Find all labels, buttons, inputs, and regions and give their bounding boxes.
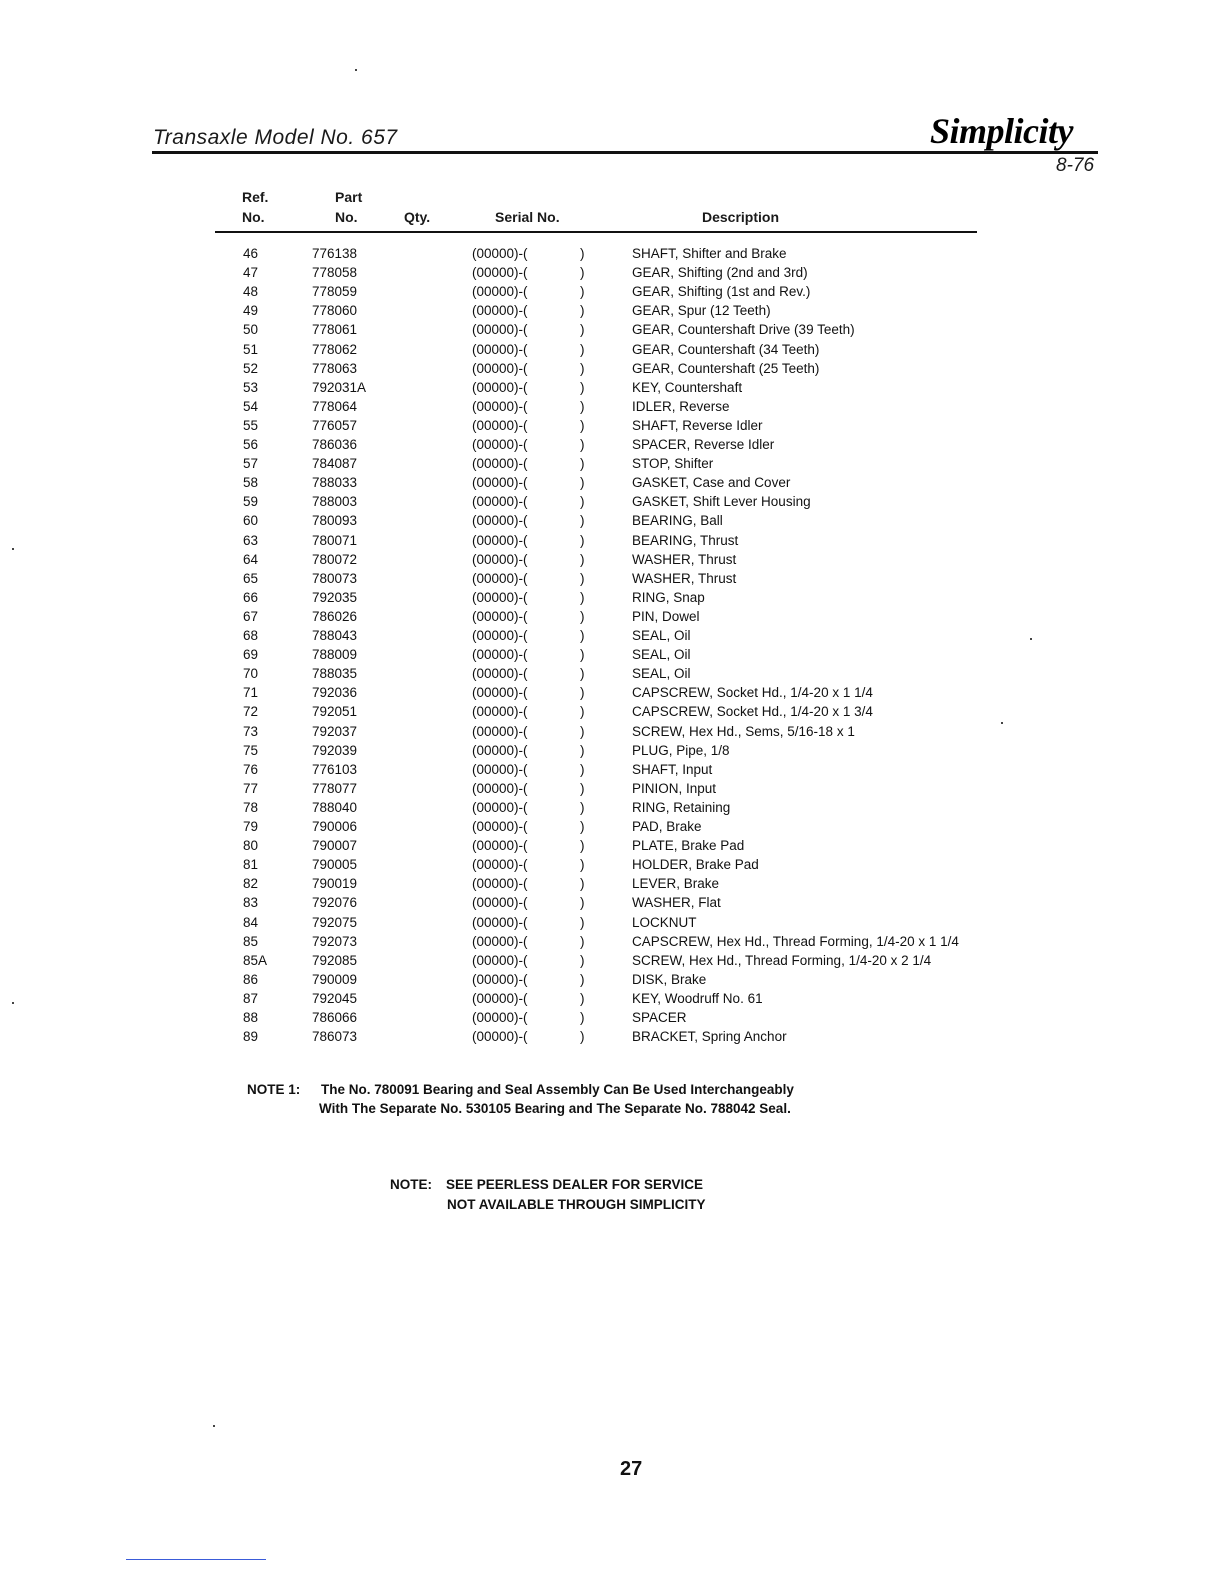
table-row [0,246,1224,265]
serial-number: (00000)-( [472,838,528,854]
table-row [0,1029,1224,1048]
table-row [0,915,1224,934]
ref-number: 88 [243,1010,259,1025]
serial-close: ) [580,761,585,777]
ref-number: 80 [243,838,259,854]
part-number: 778061 [312,322,358,338]
table-row [0,456,1224,475]
ref-number: 57 [243,456,259,472]
table-row [0,762,1224,781]
serial-close: ) [580,628,585,643]
serial-number: (00000)-( [472,551,528,567]
serial-close: ) [580,895,585,911]
ref-number: 68 [243,628,259,643]
serial-close: ) [580,914,585,930]
ref-number: 47 [243,265,259,281]
serial-number: (00000)-( [472,876,528,892]
ref-number: 46 [243,246,259,261]
table-row [0,647,1224,666]
table-row [0,724,1224,743]
serial-close: ) [580,494,585,510]
part-description: PAD, Brake [632,819,702,834]
serial-number: (00000)-( [472,456,528,472]
serial-close: ) [580,322,585,338]
serial-number: (00000)-( [472,742,528,758]
part-description: KEY, Countershaft [632,379,743,395]
serial-close: ) [580,838,585,854]
table-row [0,685,1224,704]
serial-number: (00000)-( [472,1010,528,1025]
part-description: GEAR, Countershaft Drive (39 Teeth) [632,322,855,338]
ref-number: 66 [243,589,259,605]
scan-speck [12,1002,14,1004]
table-row [0,953,1224,972]
part-description: LOCKNUT [632,914,697,930]
table-row [0,609,1224,628]
part-description: KEY, Woodruff No. 61 [632,990,763,1006]
ref-number: 48 [243,284,259,300]
serial-close: ) [580,475,585,491]
serial-number: (00000)-( [472,608,528,624]
scan-speck [1001,722,1003,724]
serial-close: ) [580,398,585,414]
serial-close: ) [580,456,585,472]
serial-number: (00000)-( [472,475,528,491]
part-description: GEAR, Countershaft (34 Teeth) [632,341,820,357]
part-number: 776103 [312,761,358,777]
serial-close: ) [580,704,585,720]
serial-close: ) [580,799,585,815]
table-row [0,533,1224,552]
col-ref-top: Ref. [242,189,269,205]
serial-number: (00000)-( [472,952,528,968]
part-description: BRACKET, Spring Anchor [632,1029,787,1045]
part-description: GEAR, Shifting (1st and Rev.) [632,284,811,300]
part-description: PLATE, Brake Pad [632,838,745,854]
part-description: HOLDER, Brake Pad [632,857,759,873]
ref-number: 78 [243,799,259,815]
part-description: BEARING, Ball [632,513,723,529]
part-number: 788040 [312,799,358,815]
ref-number: 56 [243,437,259,452]
part-number: 792045 [312,990,358,1006]
table-row [0,284,1224,303]
part-description: GEAR, Countershaft (25 Teeth) [632,360,820,376]
part-number: 776138 [312,246,358,261]
brand-logo: Simplicity [930,111,1073,151]
table-row [0,265,1224,284]
serial-number: (00000)-( [472,246,528,261]
ref-number: 77 [243,780,259,796]
part-number: 792073 [312,933,358,949]
serial-close: ) [580,971,585,987]
part-description: GEAR, Shifting (2nd and 3rd) [632,265,808,281]
table-row [0,743,1224,762]
part-number: 778063 [312,360,358,376]
serial-close: ) [580,551,585,567]
part-number: 780093 [312,513,358,529]
part-number: 792085 [312,952,358,968]
serial-number: (00000)-( [472,971,528,987]
ref-number: 79 [243,819,259,834]
part-number: 786026 [312,608,358,624]
col-part-top: Part [335,189,363,205]
ref-number: 67 [243,608,259,624]
part-description: PLUG, Pipe, 1/8 [632,742,730,758]
bottom-underline [126,1559,266,1560]
part-number: 790007 [312,838,358,854]
ref-number: 83 [243,895,259,911]
serial-number: (00000)-( [472,723,528,739]
serial-close: ) [580,303,585,319]
ref-number: 53 [243,379,259,395]
header-date: 8-76 [1056,155,1095,176]
serial-number: (00000)-( [472,570,528,586]
serial-close: ) [580,341,585,357]
col-description: Description [702,209,780,225]
serial-close: ) [580,857,585,873]
serial-close: ) [580,417,585,433]
ref-number: 89 [243,1029,259,1045]
serial-close: ) [580,360,585,376]
part-number: 792037 [312,723,358,739]
part-description: GASKET, Shift Lever Housing [632,494,811,510]
table-row [0,781,1224,800]
serial-number: (00000)-( [472,990,528,1006]
serial-number: (00000)-( [472,303,528,319]
part-number: 792075 [312,914,358,930]
serial-number: (00000)-( [472,265,528,281]
scan-speck [1030,638,1032,640]
ref-number: 69 [243,647,259,663]
table-row [0,552,1224,571]
scan-speck [12,548,14,550]
col-serial: Serial No. [495,209,560,225]
serial-number: (00000)-( [472,799,528,815]
part-number: 790019 [312,876,358,892]
serial-number: (00000)-( [472,819,528,834]
table-rule [215,231,977,233]
part-description: SEAL, Oil [632,628,691,643]
ref-number: 85A [243,952,268,968]
part-description: PIN, Dowel [632,608,700,624]
table-row [0,704,1224,723]
serial-close: ) [580,513,585,529]
serial-close: ) [580,379,585,395]
serial-number: (00000)-( [472,666,528,682]
part-description: WASHER, Flat [632,895,721,911]
header-rule [152,151,1098,154]
table-row [0,876,1224,895]
serial-number: (00000)-( [472,647,528,663]
ref-number: 82 [243,876,259,892]
page-number: 27 [620,1458,643,1480]
serial-number: (00000)-( [472,513,528,529]
part-description: SHAFT, Reverse Idler [632,417,763,433]
part-number: 792035 [312,589,358,605]
serial-close: ) [580,265,585,281]
serial-close: ) [580,437,585,452]
part-number: 792051 [312,704,358,720]
serial-number: (00000)-( [472,1029,528,1045]
serial-close: ) [580,1010,585,1025]
ref-number: 58 [243,475,259,491]
part-number: 790006 [312,819,358,834]
table-row [0,628,1224,647]
part-description: WASHER, Thrust [632,570,737,586]
serial-number: (00000)-( [472,398,528,414]
serial-number: (00000)-( [472,857,528,873]
part-number: 780071 [312,532,358,548]
ref-number: 70 [243,666,259,682]
part-description: SHAFT, Input [632,761,713,777]
table-row [0,475,1224,494]
part-number: 778062 [312,341,358,357]
service-note-line-2: NOT AVAILABLE THROUGH SIMPLICITY [447,1197,706,1212]
part-description: LEVER, Brake [632,876,720,892]
part-description: RING, Snap [632,589,705,605]
serial-close: ) [580,246,585,261]
table-row [0,895,1224,914]
table-row [0,838,1224,857]
part-description: WASHER, Thrust [632,551,737,567]
serial-number: (00000)-( [472,780,528,796]
table-row [0,972,1224,991]
col-ref-bottom: No. [242,209,265,225]
part-description: CAPSCREW, Socket Hd., 1/4-20 x 1 1/4 [632,685,873,701]
serial-close: ) [580,990,585,1006]
serial-close: ) [580,589,585,605]
part-number: 786036 [312,437,358,452]
col-qty: Qty. [404,209,431,225]
part-number: 786066 [312,1010,358,1025]
table-row [0,800,1224,819]
serial-number: (00000)-( [472,417,528,433]
part-number: 790009 [312,971,358,987]
part-number: 792031A [312,379,367,395]
table-row [0,571,1224,590]
part-description: SCREW, Hex Hd., Sems, 5/16-18 x 1 [632,723,855,739]
part-number: 780072 [312,551,358,567]
part-description: SHAFT, Shifter and Brake [632,246,787,261]
note-1-label: NOTE 1: [247,1082,301,1097]
table-row [0,361,1224,380]
serial-close: ) [580,666,585,682]
ref-number: 51 [243,341,259,357]
table-row [0,322,1224,341]
part-description: IDLER, Reverse [632,398,730,414]
ref-number: 60 [243,513,259,529]
part-number: 778077 [312,780,358,796]
note-1-line-1: The No. 780091 Bearing and Seal Assembly Can Be Used Interchangeably [321,1082,794,1097]
part-number: 778064 [312,398,358,414]
table-row [0,303,1224,322]
ref-number: 59 [243,494,259,510]
serial-number: (00000)-( [472,322,528,338]
part-number: 778058 [312,265,358,281]
part-number: 784087 [312,456,358,472]
part-number: 792039 [312,742,358,758]
part-number: 788003 [312,494,358,510]
serial-number: (00000)-( [472,628,528,643]
serial-close: ) [580,952,585,968]
ref-number: 54 [243,398,259,414]
table-row [0,666,1224,685]
serial-number: (00000)-( [472,379,528,395]
ref-number: 81 [243,857,259,873]
part-description: SPACER [632,1010,687,1025]
ref-number: 52 [243,360,259,376]
serial-close: ) [580,608,585,624]
ref-number: 50 [243,322,259,338]
part-description: RING, Retaining [632,799,731,815]
ref-number: 86 [243,971,259,987]
table-row [0,513,1224,532]
serial-number: (00000)-( [472,532,528,548]
ref-number: 65 [243,570,259,586]
serial-number: (00000)-( [472,704,528,720]
serial-close: ) [580,1029,585,1045]
serial-close: ) [580,819,585,834]
part-number: 780073 [312,570,358,586]
ref-number: 73 [243,723,259,739]
col-part-bottom: No. [335,209,358,225]
ref-number: 75 [243,742,259,758]
part-description: SCREW, Hex Hd., Thread Forming, 1/4-20 x 2 1/4 [632,952,932,968]
serial-number: (00000)-( [472,360,528,376]
part-description: GASKET, Case and Cover [632,475,791,491]
ref-number: 87 [243,990,259,1006]
page-title: Transaxle Model No. 657 [153,126,398,149]
part-description: GEAR, Spur (12 Teeth) [632,303,771,319]
ref-number: 84 [243,914,259,930]
part-number: 788035 [312,666,358,682]
ref-number: 49 [243,303,259,319]
serial-close: ) [580,780,585,796]
table-row [0,380,1224,399]
part-description: SEAL, Oil [632,666,691,682]
serial-number: (00000)-( [472,933,528,949]
serial-number: (00000)-( [472,589,528,605]
serial-close: ) [580,532,585,548]
table-row [0,819,1224,838]
serial-number: (00000)-( [472,284,528,300]
table-row [0,494,1224,513]
serial-close: ) [580,284,585,300]
part-number: 786073 [312,1029,358,1045]
part-number: 790005 [312,857,358,873]
table-row [0,857,1224,876]
part-number: 778060 [312,303,358,319]
table-row [0,342,1224,361]
serial-number: (00000)-( [472,341,528,357]
serial-close: ) [580,876,585,892]
serial-close: ) [580,742,585,758]
ref-number: 71 [243,685,259,701]
part-description: BEARING, Thrust [632,532,739,548]
part-number: 776057 [312,417,358,433]
serial-close: ) [580,570,585,586]
table-row [0,991,1224,1010]
ref-number: 85 [243,933,259,949]
serial-number: (00000)-( [472,437,528,452]
ref-number: 72 [243,704,259,720]
ref-number: 55 [243,417,259,433]
serial-close: ) [580,685,585,701]
scan-speck [355,69,357,71]
service-note-line-1: SEE PEERLESS DEALER FOR SERVICE [446,1177,704,1192]
part-description: CAPSCREW, Socket Hd., 1/4-20 x 1 3/4 [632,704,873,720]
table-row [0,418,1224,437]
table-row [0,1010,1224,1029]
serial-number: (00000)-( [472,685,528,701]
serial-close: ) [580,723,585,739]
note-1-line-2: With The Separate No. 530105 Bearing and The Separate No. 788042 Seal. [319,1101,791,1116]
part-number: 788033 [312,475,358,491]
scan-speck [213,1425,215,1427]
serial-number: (00000)-( [472,494,528,510]
part-number: 778059 [312,284,358,300]
serial-number: (00000)-( [472,761,528,777]
table-row [0,590,1224,609]
serial-close: ) [580,933,585,949]
part-description: SEAL, Oil [632,647,691,663]
serial-number: (00000)-( [472,914,528,930]
part-number: 788043 [312,628,358,643]
part-description: DISK, Brake [632,971,707,987]
table-row [0,437,1224,456]
part-number: 792076 [312,895,358,911]
ref-number: 63 [243,532,259,548]
part-description: SPACER, Reverse Idler [632,437,775,452]
ref-number: 76 [243,761,259,777]
part-description: STOP, Shifter [632,456,714,472]
table-row [0,399,1224,418]
serial-number: (00000)-( [472,895,528,911]
part-description: PINION, Input [632,780,717,796]
part-number: 792036 [312,685,358,701]
ref-number: 64 [243,551,259,567]
serial-close: ) [580,647,585,663]
part-number: 788009 [312,647,358,663]
service-note-label: NOTE: [390,1177,432,1192]
part-description: CAPSCREW, Hex Hd., Thread Forming, 1/4-20 x 1 1/4 [632,933,959,949]
table-row [0,934,1224,953]
